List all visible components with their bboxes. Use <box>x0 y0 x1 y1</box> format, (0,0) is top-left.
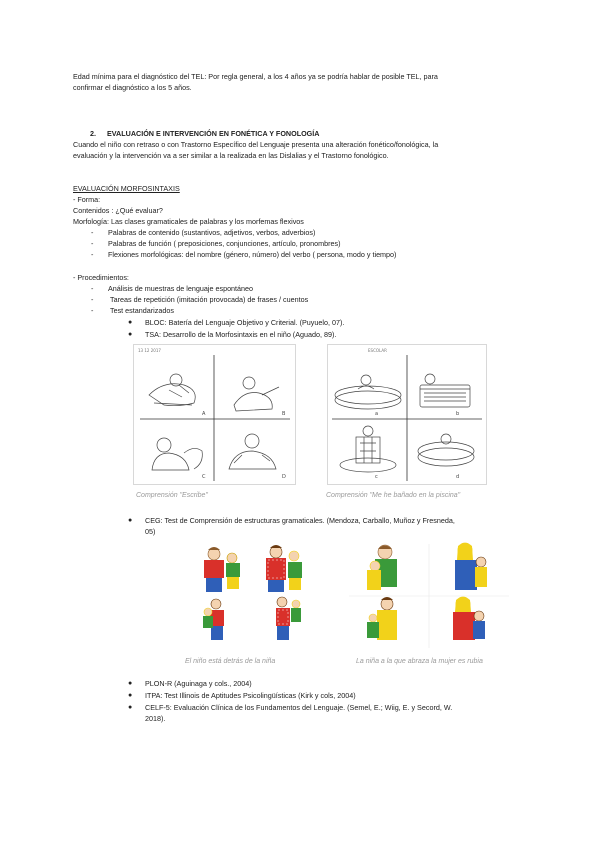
test-ceg-line-1: CEG: Test de Comprensión de estructuras gramaticales. (Mendoza, Carballo, Muñoz y Fresneda, <box>145 516 455 525</box>
procedimiento-item: Tareas de repetición (imitación provocada) de frases / cuentos <box>110 295 309 304</box>
section-title: EVALUACIÓN E INTERVENCIÓN EN FONÉTICA Y FONOLOGÍA <box>107 129 320 138</box>
figure-piscina-drawing <box>328 345 486 484</box>
figure-escribe-drawing <box>134 345 295 484</box>
dash-marker: - <box>91 239 94 248</box>
quadrant-label: d <box>456 474 460 480</box>
test-celf-line-1: CELF-5: Evaluación Clínica de los Fundamentos del Lenguaje. (Semel, E.; Wiig, E. y Secord, W. <box>145 703 453 712</box>
caption-nina-rubia: La niña a la que abraza la mujer es rubia <box>356 658 483 665</box>
section-body-line-2: evaluación y la intervención va a ser similar a la realizada en las Dislalias y el Trastorno fonológico. <box>73 151 389 160</box>
quadrant-label: C <box>202 474 206 480</box>
sketch-pool-2 <box>418 434 474 466</box>
sketch-child-reading <box>152 438 202 470</box>
section-body-line-1: Cuando el niño con retraso o con Trastorno Específico del Lenguaje presenta una alteración fonético/fonológica, la <box>73 140 439 149</box>
quadrant-label: D <box>282 474 286 480</box>
bullet-marker: ● <box>128 331 133 338</box>
kid-pair-3 <box>203 599 224 640</box>
test-celf-line-2: 2018). <box>145 714 166 723</box>
intro-line-2: confirmar el diagnóstico a los 5 años. <box>73 83 192 92</box>
test-plon: PLON-R (Aguinaga y cols., 2004) <box>145 679 252 688</box>
sketch-shower <box>340 426 396 472</box>
morfologia-label: Morfología: Las clases gramaticales de palabras y los morfemas flexivos <box>73 217 304 226</box>
caption-nino-detras: El niño está detrás de la niña <box>185 658 276 665</box>
figure-corner-label: ESCOLAR <box>368 348 387 353</box>
sketch-child-drawing <box>229 434 276 469</box>
figure-nina-rubia <box>345 540 513 652</box>
quadrant-label: B <box>282 411 286 417</box>
section-number: 2. <box>90 129 96 138</box>
test-tsa: TSA: Desarrollo de la Morfosintaxis en el niño (Aguado, 89). <box>145 330 337 339</box>
quadrant-label: A <box>202 411 206 417</box>
morfo-item: Flexiones morfológicas: del nombre (género, número) del verbo ( persona, modo y tiempo) <box>108 250 397 259</box>
morfo-item: Palabras de contenido (sustantivos, adjetivos, verbos, adverbios) <box>108 228 316 237</box>
bullet-marker: ● <box>128 680 133 687</box>
dash-marker: - <box>91 228 94 237</box>
dash-marker: - <box>91 295 94 304</box>
sketch-bath <box>420 374 470 407</box>
bullet-marker: ● <box>128 692 133 699</box>
bullet-marker: ● <box>128 704 133 711</box>
figure-nino-detras-drawing <box>186 540 332 652</box>
test-ceg-line-2: 05) <box>145 527 156 536</box>
sketch-pool <box>335 375 401 409</box>
test-bloc: BLOC: Batería del Lenguaje Objetivo y Criterial. (Puyuelo, 07). <box>145 318 345 327</box>
dash-marker: - <box>91 284 94 293</box>
intro-line-1: Edad mínima para el diagnóstico del TEL: Por regla general, a los 4 años ya se podría hablar de posible TEL, para <box>73 72 438 81</box>
figure-nino-detras <box>186 540 332 652</box>
test-itpa: ITPA: Test Illinois de Aptitudes Psicolingüísticas (Kirk y cols, 2004) <box>145 691 356 700</box>
caption-piscina: Comprensión "Me he bañado en la piscina" <box>326 492 461 499</box>
quadrant-label: b <box>456 411 460 417</box>
morfo-title: EVALUACIÓN MORFOSINTAXIS <box>73 184 180 193</box>
quadrant-label: c <box>375 474 378 480</box>
figure-piscina <box>327 344 487 485</box>
sketch-child-writing <box>149 374 195 406</box>
kid-pair-2 <box>266 545 302 592</box>
figure-nina-rubia-drawing <box>345 540 513 652</box>
figure-escribe <box>133 344 296 485</box>
figure-corner-label: 13 12 2017 <box>138 348 161 353</box>
kid-pair-1 <box>204 547 240 592</box>
procedimiento-item: Test estandarizados <box>110 306 174 315</box>
hug-scene-2 <box>455 543 487 590</box>
bullet-marker: ● <box>128 517 133 524</box>
morfo-item: Palabras de función ( preposiciones, conjunciones, artículo, pronombres) <box>108 239 341 248</box>
dash-marker: - <box>91 250 94 259</box>
quadrant-label: a <box>375 411 379 417</box>
procedimiento-item: Análisis de muestras de lenguaje espontáneo <box>108 284 254 293</box>
caption-escribe: Comprensión "Escribe" <box>136 492 208 499</box>
contenidos-label: Contenidos : ¿Qué evaluar? <box>73 206 163 215</box>
procedimientos-title: - Procedimientos: <box>73 273 129 282</box>
forma-label: - Forma: <box>73 195 101 204</box>
dash-marker: - <box>91 306 94 315</box>
hug-scene-3 <box>367 597 397 640</box>
hug-scene-4 <box>453 597 485 640</box>
kid-pair-4 <box>276 597 301 640</box>
bullet-marker: ● <box>128 319 133 326</box>
sketch-child-cutting <box>234 377 279 411</box>
hug-scene-1 <box>367 545 397 590</box>
